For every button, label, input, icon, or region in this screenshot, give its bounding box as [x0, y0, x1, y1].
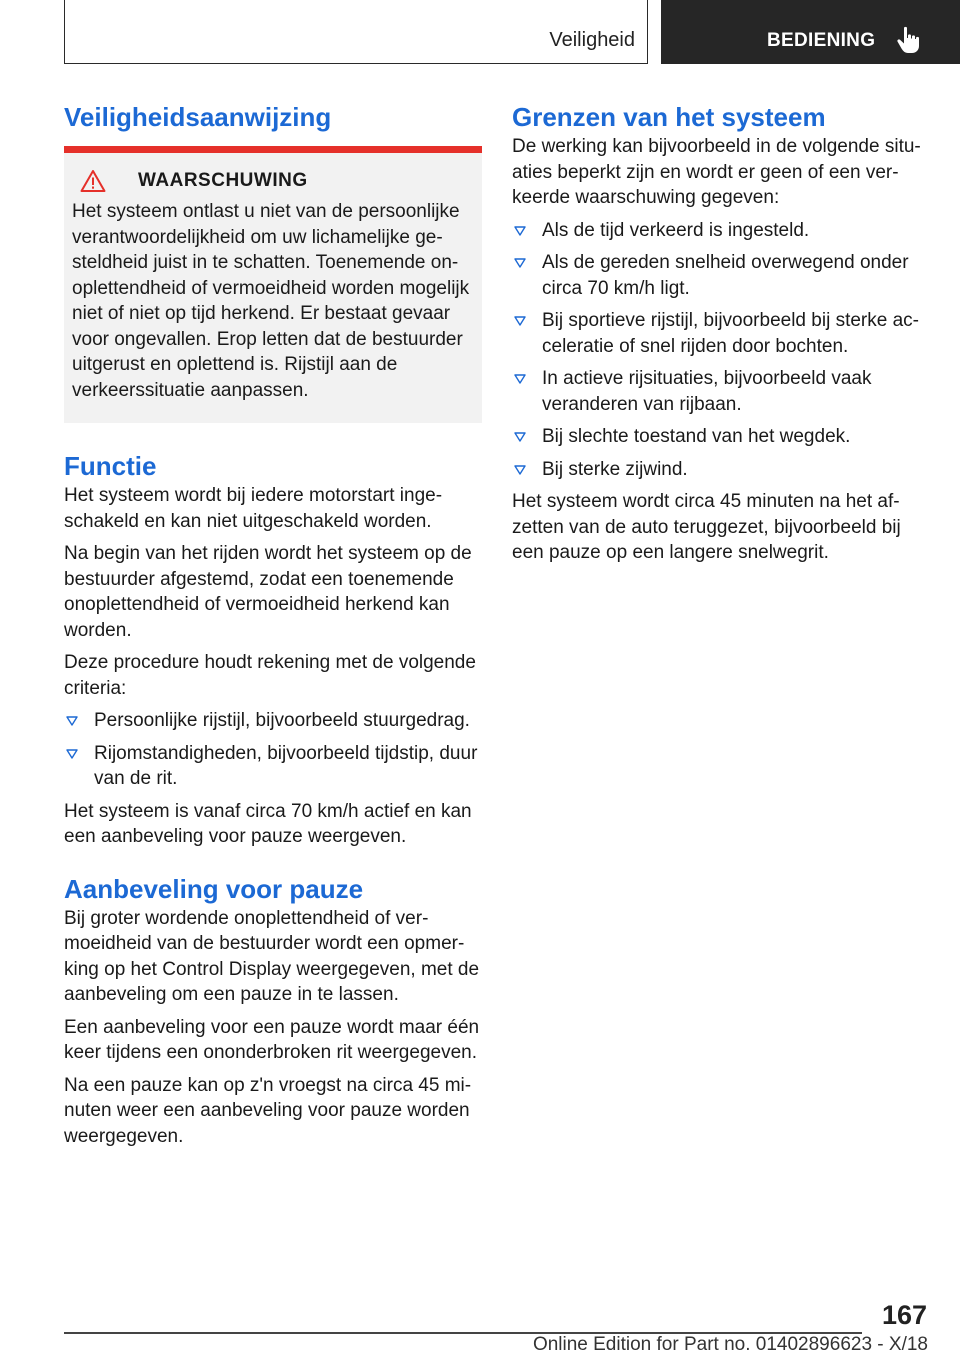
limits-item-text: Bij sterke zijwind. [542, 458, 688, 480]
criteria-list [64, 708, 482, 792]
triangle-bullet-icon [514, 226, 526, 236]
limits-item-text: Bij slechte toestand van het wegdek. [542, 426, 851, 447]
limits-item-text: Als de tijd verkeerd is ingesteld. [542, 219, 810, 241]
functie-paragraph-4: Het systeem is vanaf circa 70 km/h actief en kan een aanbeveling voor pauze weergeven. [64, 800, 472, 847]
warning-triangle-icon [80, 169, 106, 193]
header-section-box [64, 0, 648, 64]
limits-intro: De werking kan bijvoorbeeld in de volgende situaties beperkt zijn en wordt er geen of een verkeerde waarschuwing gegeven: [512, 136, 921, 208]
right-column [512, 100, 926, 566]
warning-text: Het systeem ontlast u niet van de persoonlijke verantwoordelijkheid om uw lichamelijke gesteldheid juist in te schatten. Toenemende onoplettendheid of vermoeidheid worden mogelijk niet of niet op tijd herkend. Er bestaat gevaar voor ongevallen. Erop letten dat de bestuurder uitgerust en oplettend is. Rijstijl aan de verkeerssituatie aanpassen. [72, 201, 470, 401]
warning-header [72, 167, 474, 195]
hand-pointer-icon [896, 26, 922, 54]
functie-paragraph-2: Na begin van het rijden wordt het systeem op de bestuurder afgestemd, zodat een toenemende onoplettendheid of vermoeidheid herkend kan worden. [64, 543, 472, 641]
criteria-item-text: Persoonlijke rijstijl, bijvoorbeeld stuurgedrag. [94, 710, 470, 731]
limits-item-text: Als de gereden snelheid overwegend onder circa 70 km/h ligt. [542, 252, 909, 299]
limits-item-text: Bij sportieve rijstijl, bijvoorbeeld bij sterke acceleratie of snel rijden door bochten. [542, 310, 919, 357]
list-item [512, 424, 926, 450]
left-column [64, 100, 482, 1149]
limits-outro: Het systeem wordt circa 45 minuten na het afzetten van de auto teruggezet, bijvoorbeeld bij een pauze op een langere snelwegrit. [512, 491, 901, 563]
list-item [512, 366, 926, 417]
functie-paragraph-1: Het systeem wordt bij iedere motorstart ingeschakeld en kan niet uitgeschakeld worden. [64, 485, 443, 532]
header-chapter-title: BEDIENING [767, 30, 876, 51]
header-section-title: Veiligheid [549, 29, 635, 51]
triangle-bullet-icon [514, 374, 526, 384]
safety-notice-heading: Veiligheidsaanwijzing [64, 102, 332, 132]
list-item [512, 457, 926, 483]
header-chapter-box [661, 0, 960, 64]
list-item [512, 308, 926, 359]
triangle-bullet-icon [66, 749, 78, 759]
functie-paragraph-3: Deze procedure houdt rekening met de volgende criteria: [64, 652, 476, 699]
warning-box [64, 146, 482, 423]
limits-list [512, 218, 926, 483]
triangle-bullet-icon [514, 258, 526, 268]
footer-edition: Online Edition for Part no. 01402896623 - X/18 [532, 1334, 928, 1355]
page-number: 167 [881, 1300, 927, 1330]
triangle-bullet-icon [514, 465, 526, 475]
list-item [64, 708, 482, 734]
warning-label: WAARSCHUWING [138, 170, 308, 191]
list-item [512, 250, 926, 301]
criteria-item-text: Rijomstandigheden, bijvoorbeeld tijdstip, duur van de rit. [94, 742, 478, 789]
list-item [64, 741, 482, 792]
triangle-bullet-icon [514, 432, 526, 442]
list-item [512, 218, 926, 244]
triangle-bullet-icon [66, 716, 78, 726]
aanbeveling-paragraph-1: Bij groter wordende onoplettendheid of vermoeidheid van de bestuurder wordt een opmerking op het Control Display weergegeven, met de aanbeveling om een pauze in te lassen. [64, 907, 480, 1005]
aanbeveling-paragraph-2: Een aanbeveling voor een pauze wordt maar één keer tijdens een ononderbroken rit weergegeven. [64, 1016, 480, 1063]
aanbeveling-heading: Aanbeveling voor pauze [64, 873, 364, 904]
limits-item-text: In actieve rijsituaties, bijvoorbeeld vaak veranderen van rijbaan. [542, 368, 872, 415]
limits-heading: Grenzen van het systeem [512, 102, 826, 132]
aanbeveling-paragraph-3: Na een pauze kan op z'n vroegst na circa 45 minuten weer een aanbeveling voor pauze worden weergegeven. [64, 1074, 472, 1147]
functie-heading: Functie [64, 451, 157, 481]
triangle-bullet-icon [514, 316, 526, 326]
